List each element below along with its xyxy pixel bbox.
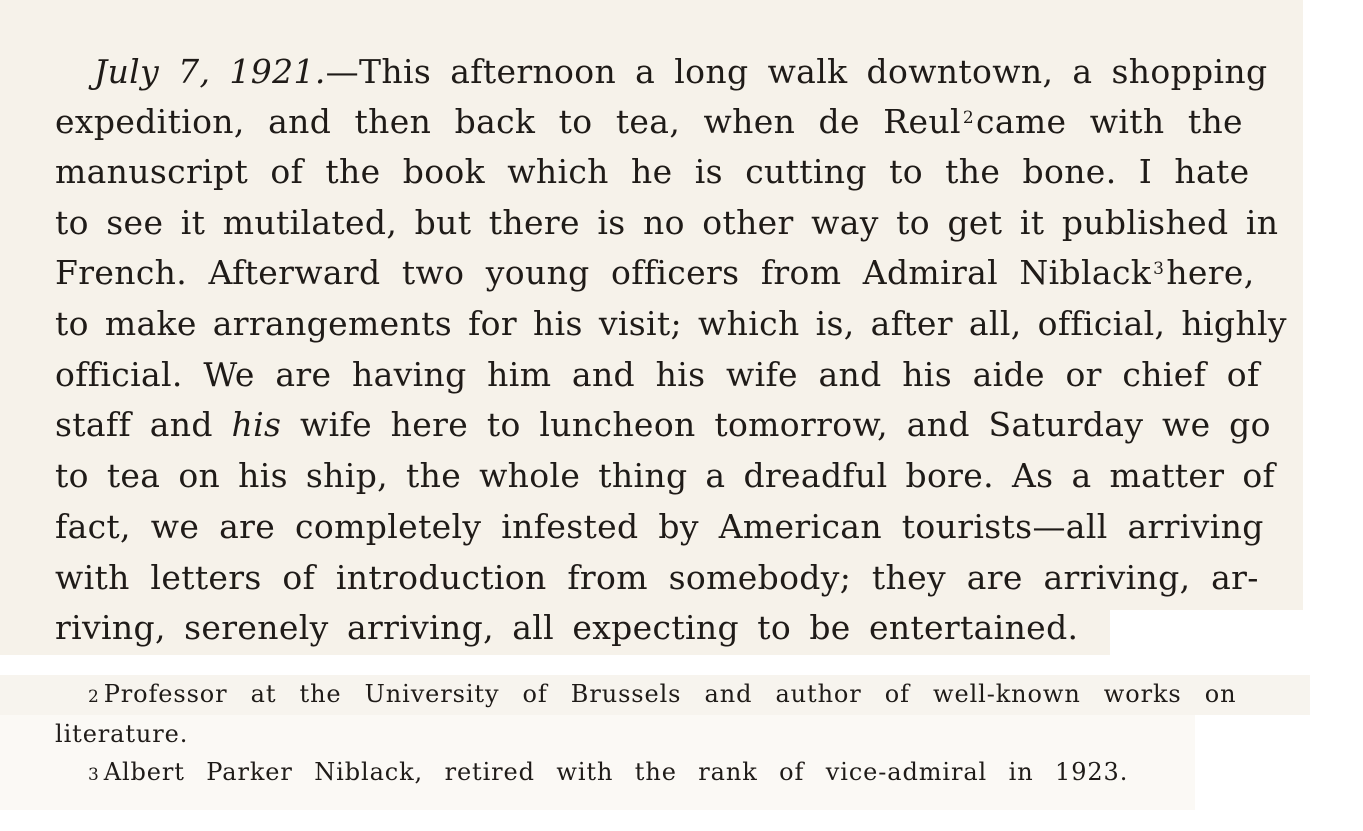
body-line-7 [55, 355, 1260, 395]
body-text: manuscript of the book which he is cutting to the bone. I hate [55, 152, 1250, 191]
body-line-6 [55, 304, 1287, 344]
body-text: here, [1166, 253, 1255, 292]
body-text: staff and [55, 405, 232, 444]
footnote-2-line-2 [55, 719, 188, 749]
body-text: French. Afterward two young officers from Admiral Niblack [55, 253, 1152, 292]
body-line-8 [55, 405, 1271, 445]
entry-date: July 7, 1921. [94, 52, 326, 91]
footnote-2-line-1 [88, 679, 1236, 712]
paper-cutout [1110, 610, 1303, 655]
footnote-text: Professor at the University of Brussels and author of well-known works on [103, 680, 1237, 708]
footnote-ref-2: 2 [962, 108, 975, 128]
body-line-9 [55, 456, 1275, 496]
body-line-10 [55, 507, 1264, 547]
body-text: to tea on his ship, the whole thing a dreadful bore. As a matter of [55, 456, 1276, 495]
body-text: with letters of introduction from somebody; they are arriving, ar- [55, 558, 1259, 597]
body-text: wife here to luncheon tomorrow, and Saturday we go [300, 405, 1271, 444]
body-line-4 [55, 203, 1278, 243]
footnote-3 [88, 757, 1128, 790]
body-line-3 [55, 152, 1250, 192]
footnote-text: Albert Parker Niblack, retired with the rank of vice-admiral in 1923. [103, 758, 1129, 786]
footnote-ref-3: 3 [1153, 259, 1165, 279]
footnote-text: literature. [55, 720, 189, 748]
body-line-2 [55, 102, 1243, 142]
body-line-11 [55, 558, 1259, 598]
body-line-5 [55, 253, 1255, 293]
body-text: to make arrangements for his visit; which is, after all, official, highly [55, 304, 1287, 343]
emphasis-text: his [231, 405, 282, 444]
body-text: official. We are having him and his wife and his aide or chief of [55, 355, 1260, 394]
body-line-12 [55, 608, 1078, 648]
footnote-number: 2 [88, 687, 100, 707]
body-line-1 [94, 52, 1268, 92]
body-text: came with the [976, 102, 1243, 141]
footnote-number: 3 [88, 765, 100, 785]
body-text: fact, we are completely infested by American tourists—all arriving [55, 507, 1264, 546]
body-text: expedition, and then back to tea, when de Reul [55, 102, 961, 141]
body-text: riving, serenely arriving, all expecting to be entertained. [55, 608, 1079, 647]
body-text: —This afternoon a long walk downtown, a shopping [325, 52, 1268, 91]
body-text: to see it mutilated, but there is no other way to get it published in [55, 203, 1279, 242]
